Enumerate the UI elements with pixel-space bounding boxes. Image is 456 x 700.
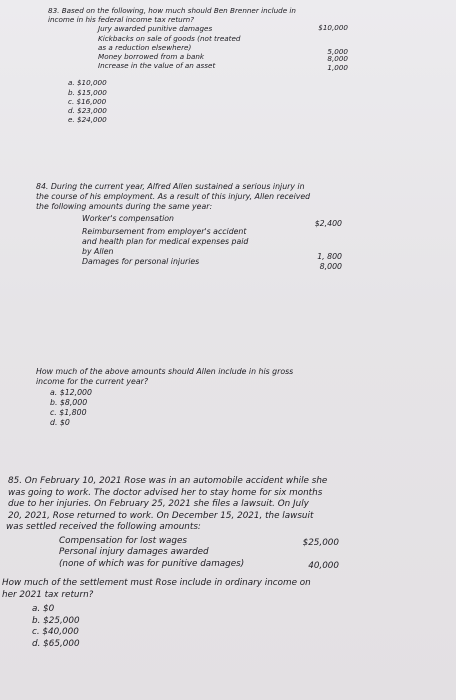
q85-item-1-amount: $25,000 (302, 537, 339, 548)
q84-item-3 (82, 257, 342, 271)
q84-item-2-label-2: and health plan for medical expenses paid (82, 237, 249, 246)
q83-option-c[interactable]: c. $16,000 (68, 96, 107, 106)
q84-item-3-label: Damages for personal injuries (82, 257, 200, 266)
q84-question-line-2: income for the current year? (36, 377, 148, 386)
q84-option-a[interactable]: a. $12,000 (50, 388, 92, 397)
q84-item-2-amount: 1, 800 (317, 252, 342, 261)
q84-stem-line-1: 84. During the current year, Alfred Allen sustained a serious injury in (36, 182, 305, 191)
q85-stem-line-4: 20, 2021, Rose returned to work. On December 15, 2021, the lawsuit (8, 510, 314, 521)
q83-item-2-label-2: as a reduction elsewhere) (98, 42, 192, 52)
q84-item-2a (82, 227, 342, 237)
q85-option-c[interactable]: c. $40,000 (32, 627, 79, 637)
q84-option-b[interactable]: b. $8,000 (50, 398, 88, 407)
q84-item-2-label-3: by Allen (82, 247, 114, 256)
q85-stem-line-3: due to her injuries. On February 25, 2021 she files a lawsuit. On July (8, 499, 309, 509)
q84-blank-space (36, 267, 372, 367)
q84-stem-line-3: the following amounts during the same year: (36, 202, 213, 211)
question-84 (36, 182, 372, 428)
q84-item-2b (82, 237, 342, 247)
q83-item-4-label: Increase in the value of an asset (98, 61, 216, 71)
q84-item-1 (82, 214, 342, 228)
q83-option-a[interactable]: a. $10,000 (68, 78, 107, 88)
q85-option-a[interactable]: a. $0 (32, 604, 55, 614)
q83-item-2b (98, 42, 348, 56)
q83-item-4 (98, 61, 348, 73)
q84-item-3-amount: 8,000 (319, 262, 342, 271)
q83-item-2-label-1: Kickbacks on sale of goods (not treated (98, 33, 241, 43)
q83-item-1-amount: $10,000 (318, 23, 348, 33)
q85-items (59, 536, 339, 571)
q84-item-2-label-1: Reimbursement from employer's accident (82, 227, 247, 236)
q83-stem-line-1: 83. Based on the following, how much should Ben Brenner include in (48, 6, 296, 15)
q85-stem-line-5: was settled received the following amounts: (6, 522, 201, 532)
question-85 (2, 476, 382, 650)
q85-question-line-2: her 2021 tax return? (2, 589, 94, 600)
q85-options (32, 604, 382, 650)
q83-item-2 (98, 34, 348, 43)
q85-item-2-label: Personal injury damages awarded (59, 547, 209, 557)
q85-body (8, 476, 382, 534)
q83-item-4-amount: 1,000 (327, 63, 348, 73)
q83-item-1 (98, 24, 348, 33)
q83-item-3 (98, 52, 348, 64)
q84-items (82, 214, 342, 271)
q85-stem-line-1: 85. On February 10, 2021 Rose was in an automobile accident while she (8, 476, 328, 486)
q83-stem-line-2: income in his federal income tax return? (48, 15, 195, 25)
q83-option-d[interactable]: d. $23,000 (68, 106, 107, 116)
q85-item-2 (59, 547, 339, 559)
q83-options (68, 78, 348, 124)
q84-options (50, 388, 372, 428)
q85-question (2, 578, 382, 601)
q85-stem-line-2: was going to work. The doctor advised her to stay home for six months (8, 487, 323, 498)
q83-item-1-label: Jury awarded punitive damages (98, 24, 213, 34)
q83-item-2-amount: 5,000 (327, 46, 348, 56)
question-83 (48, 6, 348, 124)
q85-question-line-1: How much of the settlement must Rose include in ordinary income on (2, 578, 311, 588)
q84-item-2c (82, 247, 342, 261)
q84-item-1-amount: $2,400 (314, 219, 342, 228)
q83-option-b[interactable]: b. $15,000 (68, 87, 107, 97)
q85-option-d[interactable]: d. $65,000 (32, 638, 80, 649)
q85-item-3-label: (none of which was for punitive damages) (59, 558, 245, 569)
q85-item-1 (59, 536, 339, 548)
q83-item-3-label: Money borrowed from a bank (98, 52, 205, 62)
q84-stem-line-2: the course of his employment. As a result of this injury, Allen received (36, 192, 311, 201)
q83-items (98, 23, 348, 73)
q85-option-b[interactable]: b. $25,000 (32, 615, 80, 626)
q84-question-line-1: How much of the above amounts should Allen include in his gross (36, 367, 294, 376)
q84-item-1-label: Worker's compensation (82, 214, 175, 223)
q84-option-d[interactable]: d. $0 (50, 418, 70, 427)
q85-item-3 (59, 559, 339, 571)
q83-option-e[interactable]: e. $24,000 (68, 115, 107, 125)
q85-item-1-label: Compensation for lost wages (59, 535, 187, 546)
q85-item-3-amount: 40,000 (308, 560, 339, 571)
q83-item-3-amount: 8,000 (327, 54, 348, 64)
q84-option-c[interactable]: c. $1,800 (50, 408, 87, 417)
